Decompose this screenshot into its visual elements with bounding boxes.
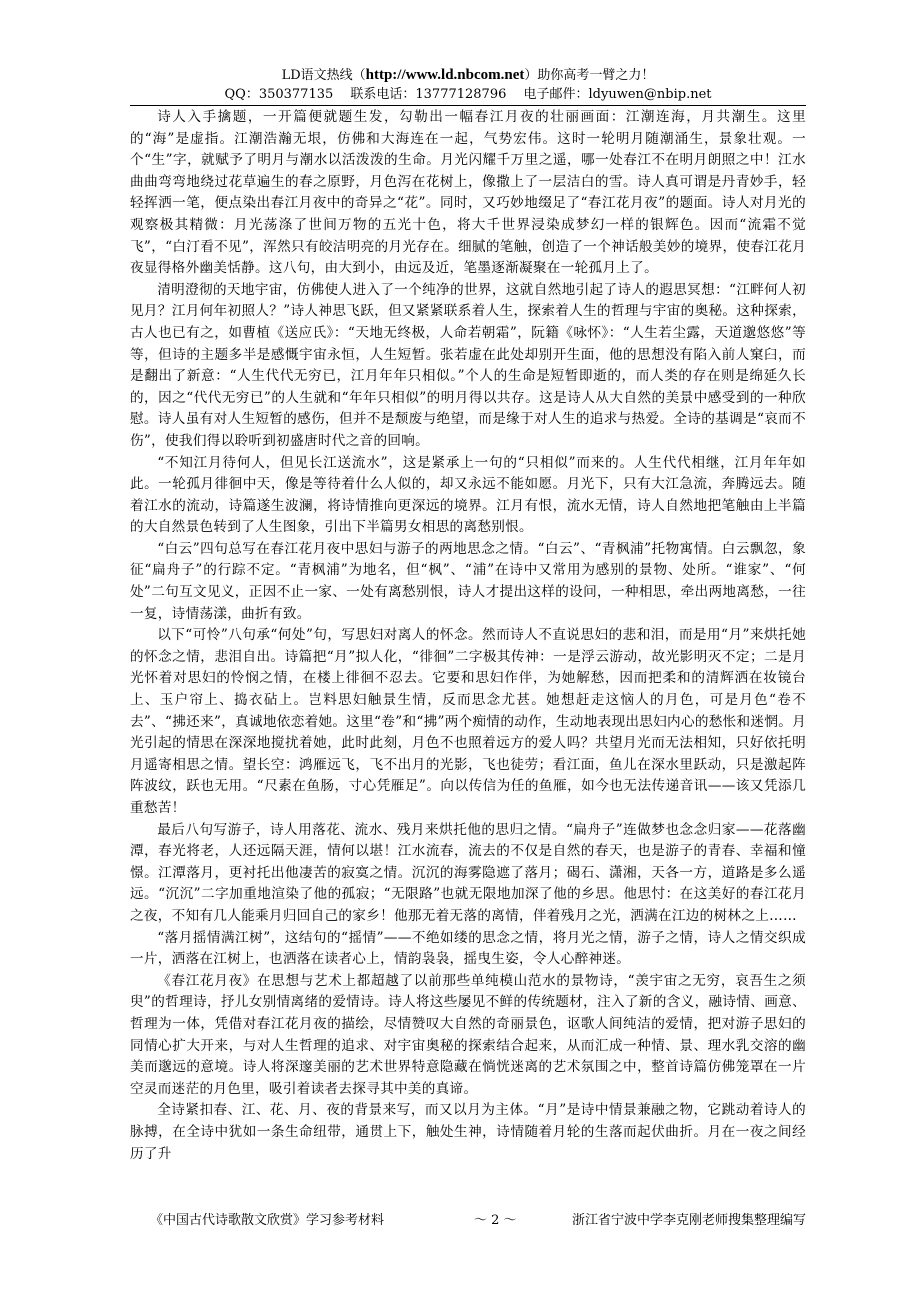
paragraph: “不知江月待何人，但见长江送流水”，这是紧承上一句的“只相似”而来的。人生代代相继，江月年年如此。一轮孤月徘徊中天，像是等待着什么人似的，却又永远不能如愿。月光下，只有大江急流，奔腾远去。随着江水的流动，诗篇遂生波澜，将诗情推向更深远的境界。江月有恨，流水无情，诗人自然地把笔触由上半篇的大自然景色转到了人生图象，引出下半篇男女相思的离愁别恨。 xyxy=(130,454,806,536)
paragraph: 全诗紧扣春、江、花、月、夜的背景来写，而又以月为主体。“月”是诗中情景兼融之物，它跳动着诗人的脉搏，在全诗中犹如一条生命纽带，通贯上下，触处生神，诗情随着月轮的生落而起伏曲折。月在一夜之间经历了升 xyxy=(130,1102,806,1162)
paragraph: “落月摇情满江树”，这结句的“摇情”——不绝如缕的思念之情，将月光之情，游子之情，诗人之情交织成一片，洒落在江树上，也洒落在读者心上，情韵袅袅，摇曳生姿，令人心醉神迷。 xyxy=(130,929,806,968)
footer-compiler: 浙江省宁波中学李克刚老师搜集整理编写 xyxy=(571,1213,806,1228)
article-body xyxy=(130,107,806,1207)
footer-course-title: 《中国古代诗歌散文欣赏》学习参考材料 xyxy=(150,1213,385,1228)
header-title-line xyxy=(130,66,806,85)
page-footer xyxy=(130,1212,806,1230)
header-site-name: LD语文热线（ xyxy=(281,68,366,83)
paragraph: 以下“可怜”八句承“何处”句，写思妇对离人的怀念。然而诗人不直说思妇的悲和泪，而是用“月”来烘托她的怀念之情，悲泪自出。诗篇把“月”拟人化，“徘徊”二字极其传神：一是浮云游动，故光影明灭不定；二是月光怀着对思妇的怜悯之情，在楼上徘徊不忍去。它要和思妇作伴，为她解愁，因而把柔和的清辉洒在妆镜台上、玉户帘上、捣衣砧上。岂料思妇触景生情，反而思念尤甚。她想赶走这恼人的月色，可是月色“卷不去”、“拂还来”，真诚地依恋着她。这里“卷”和“拂”两个痴情的动作，生动地表现出思妇内心的愁怅和迷惘。月光引起的情思在深深地搅扰着她，此时此刻，月色不也照着远方的爱人吗？共望月光而无法相知，只好依托明月遥寄相思之情。望长空：鸿雁远飞，飞不出月的光影，飞也徒劳；看江面，鱼儿在深水里跃动，只是激起阵阵波纹，跃也无用。“尺素在鱼肠，寸心凭雁足”。向以传信为任的鱼雁，如今也无法传递音讯——该又凭添几重愁苦！ xyxy=(130,627,806,816)
header-divider xyxy=(130,105,806,106)
paragraph: “白云”四句总写在春江花月夜中思妇与游子的两地思念之情。“白云”、“青枫浦”托物寓情。白云飘忽，象征“扁舟子”的行踪不定。“青枫浦”为地名，但“枫”、“浦”在诗中又常用为感别的景物、处所。“谁家”、“何处”二句互文见义，正因不止一家、一处有离愁别恨，诗人才提出这样的设问，一种相思，牵出两地离愁，一往一复，诗情荡漾，曲折有致。 xyxy=(130,540,806,622)
header-slogan: ）助你高考一臂之力！ xyxy=(524,68,655,83)
paragraph: 《春江花月夜》在思想与艺术上都超越了以前那些单纯模山范水的景物诗，“羡宇宙之无穷，哀吾生之须臾”的哲理诗，抒儿女别情离绪的爱情诗。诗人将这些屡见不鲜的传统题材，注入了新的含义，融诗情、画意、哲理为一体，凭借对春江花月夜的描绘，尽情赞叹大自然的奇丽景色，讴歌人间纯洁的爱情，把对游子思妇的同情心扩大开来，与对人生哲理的追求、对宇宙奥秘的探索结合起来，从而汇成一种情、景、理水乳交溶的幽美而邈远的意境。诗人将深邃美丽的艺术世界特意隐藏在惝恍迷离的艺术氛围之中，整首诗篇仿佛笼罩在一片空灵而迷茫的月色里，吸引着读者去探寻其中美的真谛。 xyxy=(130,972,806,1097)
paragraph: 最后八句写游子，诗人用落花、流水、残月来烘托他的思归之情。“扁舟子”连做梦也念念归家——花落幽潭，春光将老，人还远隔天涯，情何以堪！江水流春，流去的不仅是自然的春天，也是游子的青春、幸福和憧憬。江潭落月，更衬托出他凄苦的寂寞之情。沉沉的海雾隐遮了落月；碣石、潇湘，天各一方，道路是多么遥远。“沉沉”二字加重地渲染了他的孤寂；“无限路”也就无限地加深了他的乡思。他思忖：在这美好的春江花月之夜，不知有几人能乘月归回自己的家乡！他那无着无落的离情，伴着残月之光，洒满在江边的树林之上…… xyxy=(130,821,806,924)
header-url-link[interactable]: http://www.ld.nbcom.net xyxy=(365,67,525,83)
page-header xyxy=(130,66,806,104)
paragraph: 诗人入手擒题，一开篇便就题生发，勾勒出一幅春江月夜的壮丽画面：江潮连海，月共潮生。这里的“海”是虚指。江潮浩瀚无垠，仿佛和大海连在一起，气势宏伟。这时一轮明月随潮涌生，景象壮观。一个“生”字，就赋予了明月与潮水以活泼泼的生命。月光闪耀千万里之遥，哪一处春江不在明月朗照之中！江水曲曲弯弯地绕过花草遍生的春之原野，月色泻在花树上，像撒上了一层洁白的雪。诗人真可谓是丹青妙手，轻轻挥洒一笔，便点染出春江月夜中的奇异之“花”。同时，又巧妙地缀足了“春江花月夜”的题面。诗人对月光的观察极其精微：月光荡涤了世间万物的五光十色，将大千世界浸染成梦幻一样的银辉色。因而“流霜不觉飞”，“白汀看不见”，浑然只有皎洁明亮的月光存在。细腻的笔触，创造了一个神话般美妙的境界，使春江花月夜显得格外幽美恬静。这八句，由大到小，由远及近，笔墨逐渐凝聚在一轮孤月上了。 xyxy=(130,109,806,277)
footer-page-number: ～ 2 ～ xyxy=(474,1213,517,1228)
header-contact-line: QQ：350377135 联系电话：13777128796 电子邮件：ldyuwen@nbip.net xyxy=(224,87,712,102)
paragraph: 清明澄彻的天地宇宙，仿佛使人进入了一个纯净的世界，这就自然地引起了诗人的遐思冥想：“江畔何人初见月？江月何年初照人？”诗人神思飞跃，但又紧紧联系着人生，探索着人生的哲理与宇宙的奥秘。这种探索，古人也已有之，如曹植《送应氏》：“天地无终极，人命若朝霜”，阮籍《咏怀》：“人生若尘露，天道邈悠悠”等等，但诗的主题多半是感慨宇宙永恒，人生短暂。张若虚在此处却别开生面，他的思想没有陷入前人窠臼，而是翻出了新意：“人生代代无穷已，江月年年只相似。”个人的生命是短暂即逝的，而人类的存在则是绵延久长的，因之“代代无穷已”的人生就和“年年只相似”的明月得以共存。这是诗人从大自然的美景中感受到的一种欣慰。诗人虽有对人生短暂的感伤，但并不是颓废与绝望，而是缘于对人生的追求与热爱。全诗的基调是“哀而不伤”，使我们得以聆听到初盛唐时代之音的回响。 xyxy=(130,281,806,449)
